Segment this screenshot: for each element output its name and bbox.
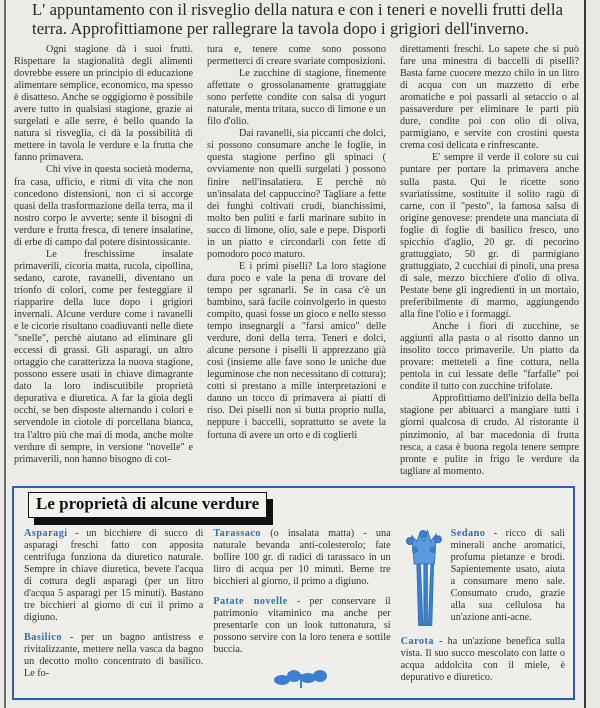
- article-column-1: [14, 44, 193, 466]
- entry-term: Sedano: [450, 527, 486, 539]
- entry-text: - ha un'azione benefica sulla vista. Il suo succo mescolato con latte o acqua addolcita con il miele, è depurativo e diuretico.: [400, 635, 565, 683]
- entry-text: (o insalata matta) - una naturale bevanda anti-colesterolo; fate bollire 100 gr. di radici di tarassaco in un litro di acqua per 10 minuti. Berne tre bicchieri al giorno, il primo a digiuno.: [213, 527, 391, 587]
- entry-term: Tarassaco: [213, 527, 262, 539]
- entry-sedano: [451, 528, 565, 624]
- entry-term: Basilico: [24, 631, 62, 643]
- entry-asparagi: [24, 528, 203, 624]
- paragraph: E i primi piselli? La loro stagione dura poco e vale la pena di trovare del tempo per sgranarli. Se in casa c'è un bambino, sarà facile coinvolgerlo in questo compito, quasi fosse un gioco e nello stesso tempo insegnargli a "farsi amico" delle verdure, doni della terra. Teneri e dolci, alcune persone i piselli li apprezzano già così (insieme alle fave sono le uniche due leguminose che non necessitano di cottura); cotti si prestano a mille interpretazioni e danno un tocco di primavera ai piatti di riso. Dei piselli non si butta proprio nulla, neppure i baccelli, soprattutto se avete la fortuna di avere un orto e di coglierli: [207, 260, 386, 441]
- entry-patate-novelle: [213, 596, 390, 656]
- article-column-2: [207, 44, 386, 442]
- paragraph: Le zucchine di stagione, finemente affettate o grossolanamente grattuggiate sono perfette condite con salsa di yogurt naturale, menta tritata, succo di limone e un filo d'olio.: [207, 68, 386, 128]
- basil-illustration: [272, 666, 332, 688]
- article-column-3: [400, 44, 579, 478]
- box-title: Le proprietà di alcune verdure: [28, 492, 267, 518]
- paragraph: Ogni stagione dà i suoi frutti. Rispettare la stagionalità degli alimenti dovrebbe essere un principio di educazione alimentare semplice, economico, ma spesso è disatteso. Anche se oggigiorno è possibile avere tutto in qualsiasi stagione, grazie ai surgelati e alle serre, è bello quando la natura si risveglia, ci dà la possibilità di mettere in tavola le verdure e la frutta che fanno primavera.: [14, 44, 193, 164]
- paragraph: Dai ravanelli, sia piccanti che dolci, si possono consumare anche le foglie, in questa stagione perfino gli spinaci ( ovviamente non quelli surgelati ) possono finire nell'insalatiera. E perchè nò un'insalata del cappuccino? Tagliare a fette dei funghi coltivati crudi, bianchissimi, molto ben puliti e farli marinare subito in succo di limone, olio, sale e pepe. Disporli in un piatto e circondarli con fette di pomodoro poco maturo.: [207, 128, 386, 260]
- paragraph: Anche i fiori di zucchine, se aggiunti alla pasta o al risotto danno un insolito tocco primaverile. Un piatto da provare: metteteli a fine cottura, nella pentola in cui lessate delle "farfalle" poi condite il tutto con zucchine trifolate.: [400, 321, 579, 393]
- box-entries: [24, 528, 565, 688]
- paragraph: tura e, tenere come sono possono permetterci di creare svariate composizioni.: [207, 44, 386, 68]
- box-title-wrapper: [28, 492, 267, 518]
- paragraph: E' sempre il verde il colore su cui puntare per portare la primavera anche sulla pasta. Quì le ricette sono svariatissime, sostituite il solito ragù di carne, con il "pesto", la famosa salsa di origine genovese: prendete una manciata di foglie di foglie di basilico fresco, uno spicchio d'aglio, 20 gr. di pecorino grattuggiato, 50 gr. di parmigiano grattuggiato, 2 cucchiai di pinoli, una presa di sale, mezzo bicchiere d'olio di oliva. Pestate bene gli ingredienti in un mortaio, preferibilmente di marmo, aggiungendo alla fine l'olio e i formaggi.: [400, 152, 579, 321]
- box-column-1: [24, 528, 203, 680]
- entry-text: - un bicchiere di succo di asparagi freschi fatto con apposita centrifuga funziona da diuretico naturale. Sempre in chiave diuretica, bevete l'acqua di cottura degli asparagi (per un litro d'acqua 5 asparagi per 15 minuti). Bastano tre bicchieri al giorno di cui il primo a digiuno.: [24, 527, 204, 623]
- paragraph: direttamenti freschi. Lo sapete che si può fare una minestra di baccelli di piselli? Basta farne cuocere mezzo chilo in un litro di acqua con un mazzetto di erbe aromatiche e poi passarli al setaccio o al passaverdure per eliminare le parti più dure, condite poi con olio di oliva, parmigiano, e servite con crostini questa crema così delicata e rinfrescante.: [400, 44, 579, 152]
- entry-basilico: [24, 632, 203, 680]
- intro-lead: L' appuntamento con il risveglio della natura e con i teneri e novelli frutti della terra. Approfittiamone per rallegrare la tavola dopo i grigiori dell'inverno.: [32, 0, 564, 38]
- entry-term: Asparagi: [24, 527, 68, 539]
- entry-text: - per conservare il patrimonio vitaminico ma anche per presentarle con un look tuttonatura, si possono servire con la loro tenera e sottile buccia.: [213, 595, 391, 655]
- sidebar-box-vegetable-properties: [12, 486, 575, 700]
- paragraph: Approfittiamo dell'inizio della bella stagione per abituarci a mangiare tutti i giorni qualcosa di crudo. Al ristorante il pinzimonio, al bar macedonia di frutta resca, a casa è buona regola tenere sempre pronte e pulite in frigo le verdure da tagliare al momento.: [400, 393, 579, 477]
- box-column-3: [401, 528, 565, 684]
- article-body: [14, 44, 580, 478]
- paragraph: Le freschissime insalate primaverili, cicoria matta, rucola, cipollina, sedano, carote, ravanelli, diventano un trionfo di colori, come per festeggiare il riapparire della luce dopo i grigiori invernali. Alcune verdure come i ravanelli e le cicorie risultano coadiuvanti nelle diete "snelle", perchè aiutano ad eliminare gli eccessi di grassi. Gli asparagi, un altro ortaggio che caratterizza la nuova stagione, possono essere usati in chiave dimagrante dato la loro indiscutibile proprietà depurativa e diuretica. A far la gioia degli occhi, se ben disposte alternando i colori e servendole in ciotole di porcellana bianca, tra l'altro più che mai di moda, anche molte verdure di sempre, in versione "novelle" e primaverili, non hanno bisogno di cot-: [14, 248, 193, 465]
- sedano-row: [401, 528, 565, 628]
- entry-term: Carota: [400, 635, 434, 647]
- celery-illustration: [401, 528, 445, 628]
- entry-term: Patate novelle: [213, 595, 288, 607]
- entry-text: - per un bagno antistress e rivitalizzante, mettere nella vasca da bagno un decotto molto concentrato di basilico. Le fo-: [24, 631, 204, 679]
- paragraph: Chi vive in questa società moderna, fra casa, ufficio, e ritmi di vita che non concedono distensioni, non ci si accorge quasi della trasformazione della terra, ma il nostro corpo le avverte; sente il bisogni di verdure e frutta fresca, di tenere insalatine, di erbe di campo dal potere disintossicante.: [14, 164, 193, 248]
- entry-tarassaco: [213, 528, 390, 588]
- entry-carota: [401, 636, 565, 684]
- entry-text: - ricco di sali minerali anche aromatici, profuma pietanze e brodi. Sapientemente usato, aiuta a consumare meno sale. Consumato crudo, grazie alla sua cellulosa ha un'azione anti-acne.: [450, 527, 565, 623]
- box-column-2: [213, 528, 390, 688]
